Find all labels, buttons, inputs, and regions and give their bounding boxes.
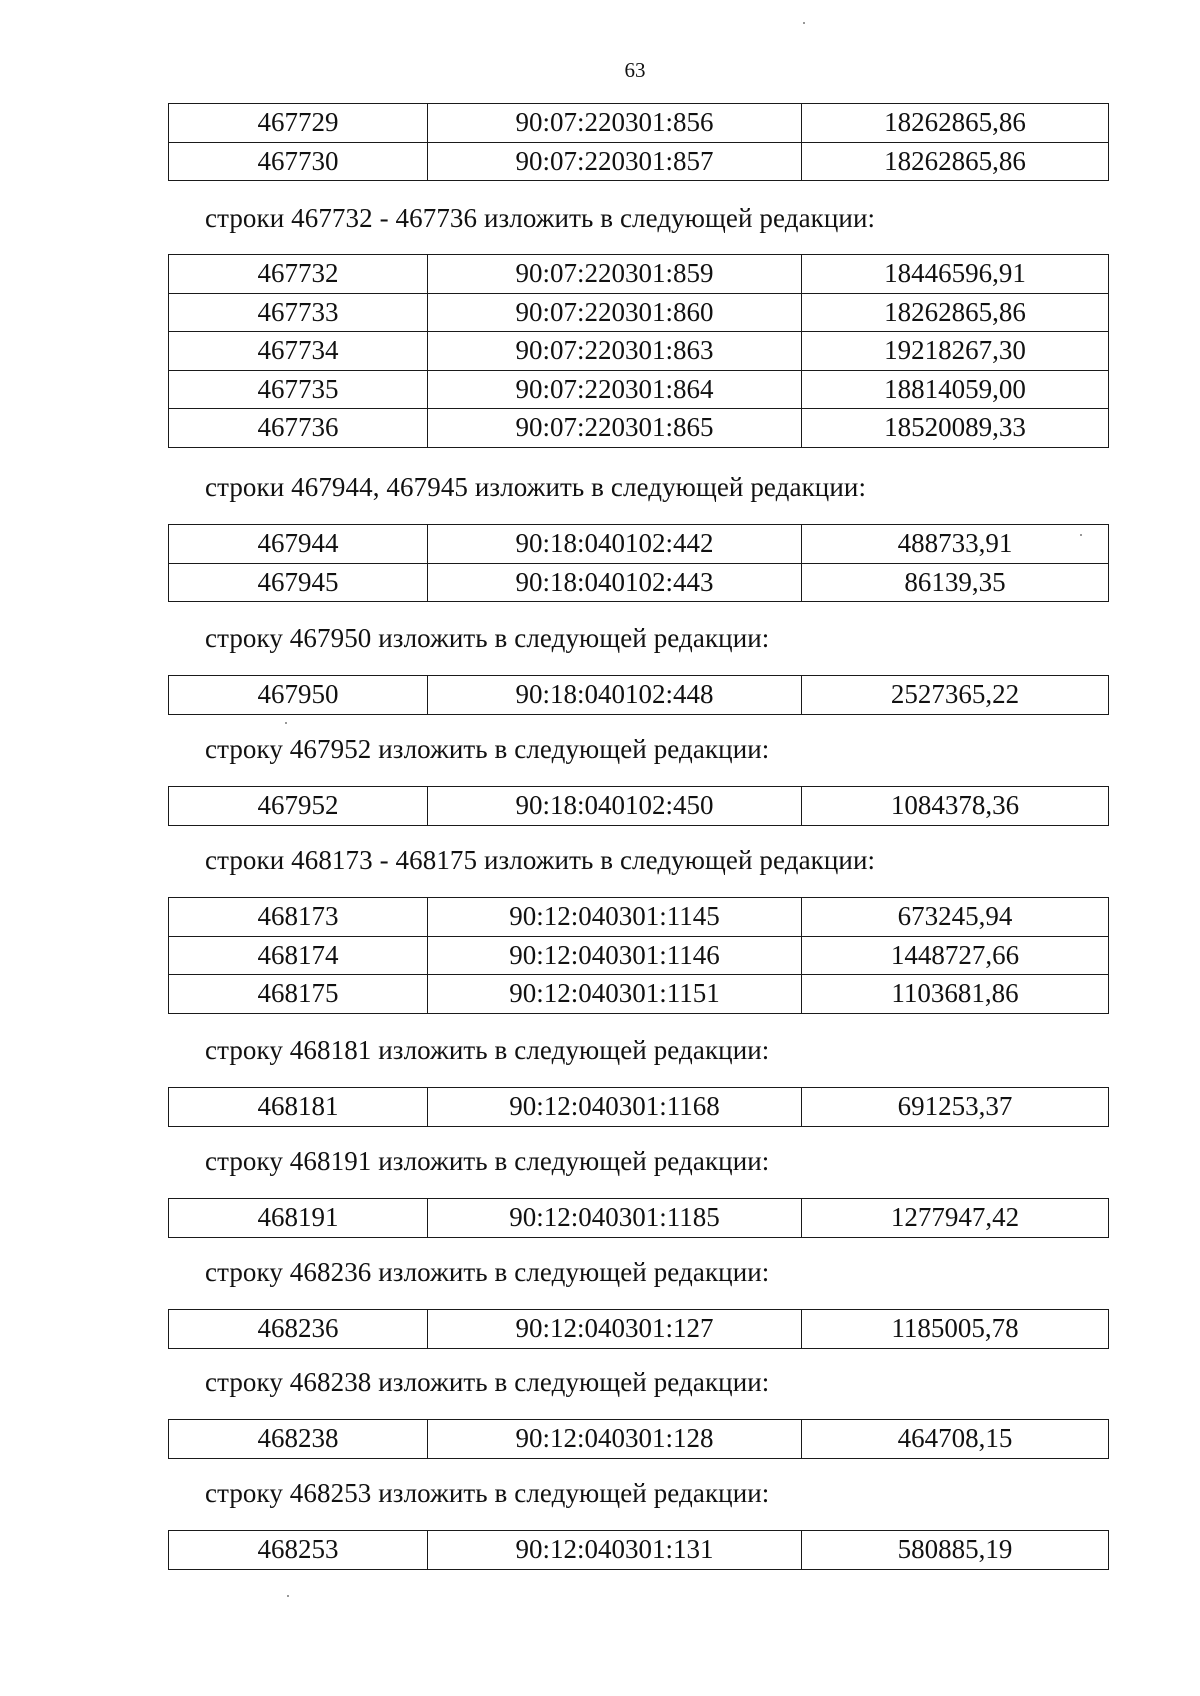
row-number-cell: 467952 bbox=[169, 787, 428, 826]
table-row bbox=[169, 525, 1109, 564]
value-cell: 18814059,00 bbox=[802, 370, 1109, 409]
cadastral-number-cell: 90:07:220301:865 bbox=[428, 409, 802, 448]
row-number-cell: 467945 bbox=[169, 563, 428, 602]
value-cell: 1103681,86 bbox=[802, 975, 1109, 1014]
table-row bbox=[169, 1199, 1109, 1238]
cadastral-number-cell: 90:18:040102:448 bbox=[428, 676, 802, 715]
table-row bbox=[169, 936, 1109, 975]
value-cell: 580885,19 bbox=[802, 1531, 1109, 1570]
value-cell: 673245,94 bbox=[802, 898, 1109, 937]
cadastral-number-cell: 90:18:040102:442 bbox=[428, 525, 802, 564]
row-number-cell: 467729 bbox=[169, 104, 428, 143]
table-row bbox=[169, 142, 1109, 181]
value-cell: 86139,35 bbox=[802, 563, 1109, 602]
value-cell: 691253,37 bbox=[802, 1088, 1109, 1127]
amendment-table bbox=[168, 897, 1109, 1014]
cadastral-number-cell: 90:18:040102:443 bbox=[428, 563, 802, 602]
scan-speck bbox=[285, 722, 287, 724]
amendment-instruction: строку 468253 изложить в следующей редакции: bbox=[205, 1478, 770, 1508]
cadastral-number-cell: 90:07:220301:863 bbox=[428, 332, 802, 371]
amendment-table bbox=[168, 1309, 1109, 1349]
row-number-cell: 467735 bbox=[169, 370, 428, 409]
table-row bbox=[169, 563, 1109, 602]
amendment-instruction: строку 467952 изложить в следующей редакции: bbox=[205, 734, 770, 764]
value-cell: 488733,91 bbox=[802, 525, 1109, 564]
cadastral-number-cell: 90:12:040301:1145 bbox=[428, 898, 802, 937]
cadastral-number-cell: 90:18:040102:450 bbox=[428, 787, 802, 826]
amendment-table bbox=[168, 254, 1109, 448]
amendment-instruction: строки 467944, 467945 изложить в следующей редакции: bbox=[205, 472, 867, 502]
value-cell: 464708,15 bbox=[802, 1420, 1109, 1459]
row-number-cell: 468174 bbox=[169, 936, 428, 975]
cadastral-number-cell: 90:07:220301:856 bbox=[428, 104, 802, 143]
amendment-table bbox=[168, 675, 1109, 715]
table-row bbox=[169, 787, 1109, 826]
value-cell: 18446596,91 bbox=[802, 255, 1109, 294]
value-cell: 18262865,86 bbox=[802, 293, 1109, 332]
value-cell: 1084378,36 bbox=[802, 787, 1109, 826]
value-cell: 19218267,30 bbox=[802, 332, 1109, 371]
cadastral-number-cell: 90:12:040301:131 bbox=[428, 1531, 802, 1570]
scan-speck bbox=[287, 1595, 289, 1597]
row-number-cell: 467734 bbox=[169, 332, 428, 371]
row-number-cell: 468236 bbox=[169, 1310, 428, 1349]
amendment-instruction: строку 467950 изложить в следующей редакции: bbox=[205, 623, 770, 653]
table-row bbox=[169, 1420, 1109, 1459]
row-number-cell: 468238 bbox=[169, 1420, 428, 1459]
page-number: 63 bbox=[624, 58, 646, 82]
cadastral-number-cell: 90:07:220301:860 bbox=[428, 293, 802, 332]
table-row bbox=[169, 409, 1109, 448]
value-cell: 1448727,66 bbox=[802, 936, 1109, 975]
row-number-cell: 467732 bbox=[169, 255, 428, 294]
row-number-cell: 468253 bbox=[169, 1531, 428, 1570]
amendment-table bbox=[168, 786, 1109, 826]
amendment-instruction: строку 468238 изложить в следующей редакции: bbox=[205, 1367, 770, 1397]
row-number-cell: 467950 bbox=[169, 676, 428, 715]
value-cell: 18520089,33 bbox=[802, 409, 1109, 448]
row-number-cell: 467733 bbox=[169, 293, 428, 332]
row-number-cell: 467730 bbox=[169, 142, 428, 181]
row-number-cell: 467944 bbox=[169, 525, 428, 564]
value-cell: 18262865,86 bbox=[802, 142, 1109, 181]
value-cell: 1185005,78 bbox=[802, 1310, 1109, 1349]
table-row bbox=[169, 293, 1109, 332]
table-row bbox=[169, 1531, 1109, 1570]
amendment-table bbox=[168, 103, 1109, 181]
scan-speck bbox=[1080, 534, 1082, 536]
amendment-instruction: строку 468181 изложить в следующей редакции: bbox=[205, 1035, 770, 1065]
row-number-cell: 468175 bbox=[169, 975, 428, 1014]
cadastral-number-cell: 90:12:040301:1146 bbox=[428, 936, 802, 975]
table-row bbox=[169, 676, 1109, 715]
amendment-table bbox=[168, 1198, 1109, 1238]
cadastral-number-cell: 90:12:040301:127 bbox=[428, 1310, 802, 1349]
amendment-table bbox=[168, 1087, 1109, 1127]
amendment-instruction: строку 468191 изложить в следующей редакции: bbox=[205, 1146, 770, 1176]
value-cell: 18262865,86 bbox=[802, 104, 1109, 143]
row-number-cell: 468191 bbox=[169, 1199, 428, 1238]
cadastral-number-cell: 90:07:220301:857 bbox=[428, 142, 802, 181]
amendment-table bbox=[168, 1530, 1109, 1570]
table-row bbox=[169, 1088, 1109, 1127]
table-row bbox=[169, 104, 1109, 143]
cadastral-number-cell: 90:07:220301:859 bbox=[428, 255, 802, 294]
value-cell: 1277947,42 bbox=[802, 1199, 1109, 1238]
amendment-instruction: строку 468236 изложить в следующей редакции: bbox=[205, 1257, 770, 1287]
amendment-table bbox=[168, 524, 1109, 602]
row-number-cell: 467736 bbox=[169, 409, 428, 448]
cadastral-number-cell: 90:12:040301:1151 bbox=[428, 975, 802, 1014]
cadastral-number-cell: 90:12:040301:1185 bbox=[428, 1199, 802, 1238]
table-row bbox=[169, 898, 1109, 937]
cadastral-number-cell: 90:07:220301:864 bbox=[428, 370, 802, 409]
cadastral-number-cell: 90:12:040301:1168 bbox=[428, 1088, 802, 1127]
amendment-instruction: строки 468173 - 468175 изложить в следующей редакции: bbox=[205, 845, 876, 875]
table-row bbox=[169, 370, 1109, 409]
table-row bbox=[169, 1310, 1109, 1349]
scan-speck bbox=[803, 22, 805, 24]
cadastral-number-cell: 90:12:040301:128 bbox=[428, 1420, 802, 1459]
value-cell: 2527365,22 bbox=[802, 676, 1109, 715]
row-number-cell: 468173 bbox=[169, 898, 428, 937]
table-row bbox=[169, 255, 1109, 294]
table-row bbox=[169, 332, 1109, 371]
table-row bbox=[169, 975, 1109, 1014]
row-number-cell: 468181 bbox=[169, 1088, 428, 1127]
amendment-instruction: строки 467732 - 467736 изложить в следующей редакции: bbox=[205, 203, 876, 233]
amendment-table bbox=[168, 1419, 1109, 1459]
